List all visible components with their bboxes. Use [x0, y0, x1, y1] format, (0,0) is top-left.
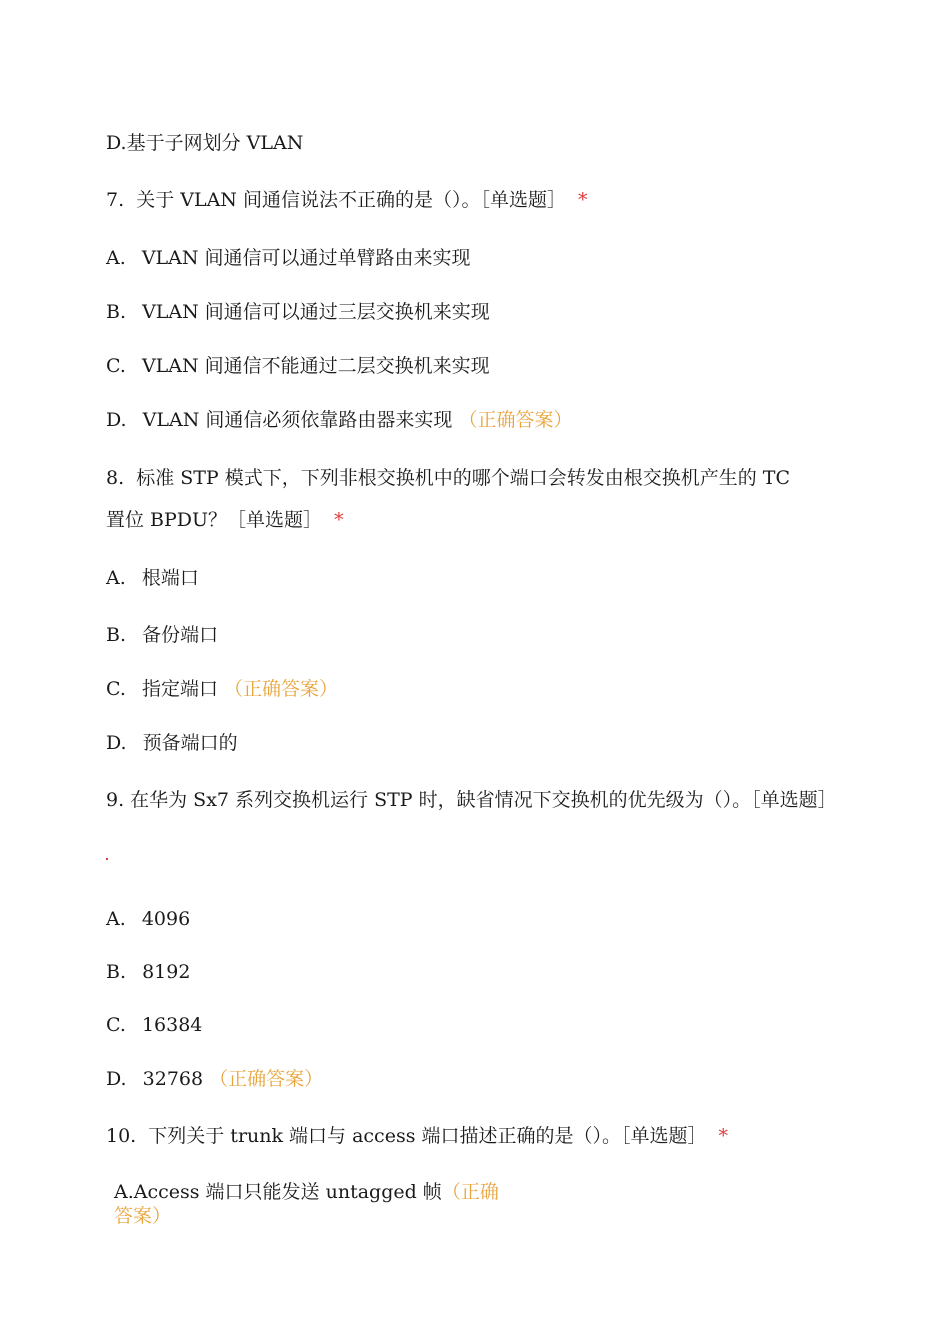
question-number: 7.	[106, 189, 125, 211]
q8-question	[106, 466, 790, 490]
option-text: 根端口	[141, 567, 199, 589]
option-text: D.基于子网划分 VLAN	[106, 132, 304, 154]
q10-question	[106, 1124, 728, 1148]
required-marker: *	[718, 1125, 729, 1147]
question-text: 下列关于 trunk 端口与 access 端口描述正确的是（）。［单选题］	[148, 1125, 707, 1147]
option-text: 8192	[142, 961, 191, 983]
question-text: 置位 BPDU？［单选题］	[106, 509, 323, 531]
q9-option-d[interactable]	[106, 1067, 323, 1091]
q6-option-d	[106, 131, 303, 155]
required-marker: *	[578, 189, 588, 211]
required-marker: *	[334, 509, 344, 531]
q8-question-cont	[106, 508, 344, 532]
q8-option-d[interactable]	[106, 731, 238, 755]
option-text: VLAN 间通信可以通过三层交换机来实现	[142, 301, 490, 323]
q9-option-b[interactable]	[106, 960, 190, 984]
option-text: VLAN 间通信可以通过单臂路由来实现	[141, 247, 471, 269]
q7-option-c[interactable]	[106, 354, 490, 378]
question-text: 在华为 Sx7 系列交换机运行 STP 时，缺省情况下交换机的优先级为（）。［单选题］	[130, 789, 837, 811]
correct-answer-tag: （正确答案）	[209, 1068, 324, 1090]
q7-option-a[interactable]	[106, 246, 471, 270]
q8-option-b[interactable]	[106, 623, 218, 647]
option-letter: D.	[106, 1068, 127, 1090]
option-text: 指定端口	[141, 678, 218, 700]
option-letter: A.	[114, 1181, 134, 1203]
q9-question	[106, 788, 846, 812]
q7-option-b[interactable]	[106, 300, 490, 324]
option-letter: A.	[106, 908, 126, 930]
option-letter: A.	[106, 567, 126, 589]
q8-option-c[interactable]	[106, 677, 338, 701]
option-text: VLAN 间通信不能通过二层交换机来实现	[141, 355, 490, 377]
question-text: 关于 VLAN 间通信说法不正确的是（）。［单选题］	[136, 189, 566, 211]
question-number: 8.	[106, 467, 125, 489]
q8-option-a[interactable]	[106, 566, 199, 590]
correct-answer-tag: （正确答案）	[224, 678, 339, 700]
q9-option-a[interactable]	[106, 907, 190, 931]
required-dot	[106, 858, 108, 860]
q7-option-d[interactable]	[106, 408, 572, 432]
option-text: Access 端口只能发送 untagged 帧	[133, 1181, 442, 1203]
q9-option-c[interactable]	[106, 1013, 202, 1037]
question-number: 9.	[106, 789, 125, 811]
option-letter: C.	[106, 355, 126, 377]
option-letter: C.	[106, 678, 126, 700]
question-text: 标准 STP 模式下，下列非根交换机中的哪个端口会转发由根交换机产生的 TC	[136, 467, 790, 489]
option-text: 备份端口	[142, 624, 219, 646]
option-text: 预备端口的	[142, 732, 238, 754]
question-number: 10.	[106, 1125, 137, 1147]
correct-answer-tag: （正确答案）	[458, 409, 573, 431]
option-letter: B.	[106, 961, 127, 983]
q10-option-a[interactable]	[114, 1180, 514, 1228]
q7-question	[106, 188, 588, 212]
option-text: 32768	[142, 1068, 204, 1090]
option-text: 4096	[141, 908, 191, 930]
option-letter: D.	[106, 409, 127, 431]
correct-answer-tag: （正确答案）	[114, 1181, 499, 1227]
option-letter: C.	[106, 1014, 126, 1036]
option-letter: B.	[106, 624, 127, 646]
option-letter: D.	[106, 732, 127, 754]
option-text: 16384	[141, 1014, 203, 1036]
option-letter: B.	[106, 301, 127, 323]
option-letter: A.	[106, 247, 126, 269]
option-text: VLAN 间通信必须依靠路由器来实现	[142, 409, 453, 431]
